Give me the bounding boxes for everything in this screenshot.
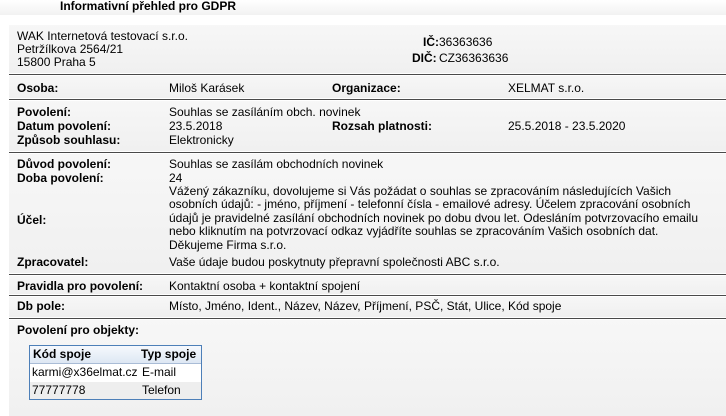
datum-povoleni-value: 23.5.2018 — [169, 119, 223, 133]
ucel-label: Účel: — [17, 213, 47, 227]
ic-label: IČ: — [423, 35, 439, 49]
zpracovatel-label: Zpracovatel: — [17, 255, 89, 269]
povoleni-label: Povolení: — [17, 105, 72, 119]
ic-value: 36363636 — [439, 35, 493, 49]
doba-povoleni-value: 24 — [169, 171, 183, 185]
rozsah-platnosti-value: 25.5.2018 - 23.5.2020 — [508, 119, 626, 133]
table-row[interactable] — [30, 382, 201, 399]
table-cell-kod: 77777778 — [32, 383, 86, 397]
company-city: 15800 Praha 5 — [17, 55, 96, 69]
ucel-text — [169, 185, 724, 252]
db-pole-label: Db pole: — [17, 299, 65, 313]
title-bar — [0, 0, 726, 15]
ucel-line: údajů je pravidelné zasílání obchodních novinek po dobu dvou let. Odesláním potvrzovacího emailu — [169, 210, 699, 225]
column-header-typ-spoje: Typ spoje — [141, 347, 197, 361]
zpusob-souhlasu-label: Způsob souhlasu: — [17, 133, 121, 147]
ucel-line: osobních údajů: - jméno, příjmení - telefonní čísla - emailové adresy. Účelem zpracování osobních — [169, 197, 691, 212]
objects-table — [29, 345, 202, 400]
ucel-line: nebo kliknutím na potvrzovací odkaz vyjádříte souhlas se zpracováním Vašich osobních dat. — [169, 224, 659, 239]
table-cell-typ: Telefon — [142, 383, 181, 397]
dic-value: CZ36363636 — [439, 51, 509, 65]
dic-label: DIČ: — [412, 51, 437, 65]
table-cell-typ: E-mail — [142, 365, 177, 379]
organizace-label: Organizace: — [332, 81, 401, 95]
doba-povoleni-label: Doba povolení: — [17, 171, 104, 185]
zpusob-souhlasu-value: Elektronicky — [169, 133, 234, 147]
objects-label: Povolení pro objekty: — [17, 323, 140, 337]
osoba-label: Osoba: — [17, 81, 59, 95]
ucel-line: Děkujeme Firma s.r.o. — [169, 237, 287, 252]
duvod-povoleni-label: Důvod povolení: — [17, 157, 111, 171]
povoleni-value: Souhlas se zasíláním obch. novinek — [169, 105, 361, 119]
duvod-povoleni-value: Souhlas se zasílám obchodních novinek — [169, 157, 384, 171]
db-pole-value: Místo, Jméno, Ident., Název, Název, Příjmení, PSČ, Stát, Ulice, Kód spoje — [169, 299, 562, 313]
ucel-line: Vážený zákazníku, dovolujeme si Vás požádat o souhlas se zpracováním následujících Vašich — [169, 184, 672, 198]
table-cell-kod: karmi@x36elmat.cz — [32, 365, 138, 379]
osoba-value: Miloš Karásek — [169, 81, 245, 95]
pravidla-value: Kontaktní osoba + kontaktní spojení — [169, 279, 361, 293]
company-street: Petržílkova 2564/21 — [17, 42, 124, 56]
rozsah-platnosti-label: Rozsah platnosti: — [332, 119, 433, 133]
zpracovatel-value: Vaše údaje budou poskytnuty přepravní společnosti ABC s.r.o. — [169, 255, 500, 269]
page-title: Informativní přehled pro GDPR — [60, 0, 237, 13]
organizace-value: XELMAT s.r.o. — [508, 81, 585, 95]
datum-povoleni-label: Datum povolení: — [17, 119, 112, 133]
column-header-kod-spoje: Kód spoje — [33, 347, 92, 361]
company-name: WAK Internetová testovací s.r.o. — [17, 29, 188, 43]
pravidla-label: Pravidla pro povolení: — [17, 279, 144, 293]
